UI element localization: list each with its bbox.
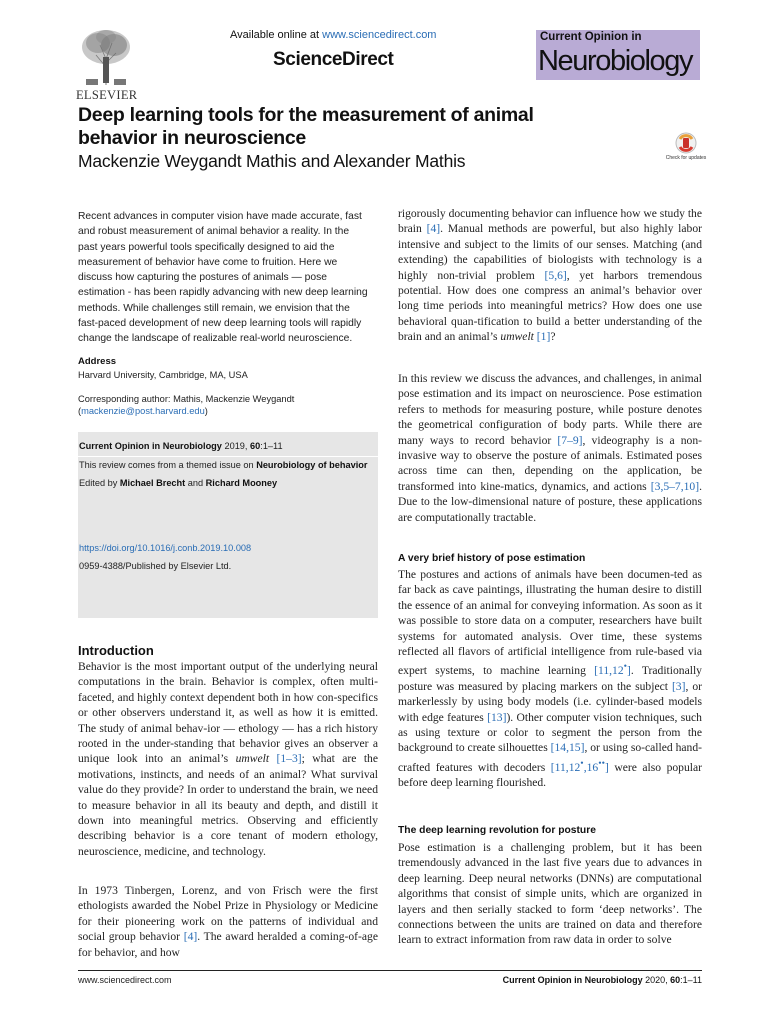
themed-issue-name: Neurobiology of behavior bbox=[256, 460, 368, 470]
corresponding-author-name: Corresponding author: Mathis, Mackenzie Weygandt bbox=[78, 394, 295, 404]
citation-line bbox=[79, 441, 283, 451]
editors-line bbox=[79, 478, 277, 488]
citation-year: 2019, bbox=[221, 441, 251, 451]
article-authors: Mackenzie Weygandt Mathis and Alexander Mathis bbox=[78, 151, 466, 171]
revolution-paragraph: Pose estimation is a challenging problem, but it has been tremendously advanced in the last five years due to advances in deep learning. Deep neural networks (DNNs) are computational algorithms that consist of simple units, which are organized in layers and then serially stacked to form ‘deep networks’. The connections between the units are trained on data and therefore learn to extract information from raw data in order to solve bbox=[398, 841, 702, 947]
footer-pages: :1–11 bbox=[680, 975, 702, 985]
info-divider bbox=[78, 456, 378, 457]
address-text: Harvard University, Cambridge, MA, USA bbox=[78, 370, 248, 380]
footer-citation bbox=[503, 975, 702, 985]
journal-banner-title: Neurobiology bbox=[538, 45, 693, 77]
footer-site-link[interactable]: www.sciencedirect.com bbox=[78, 975, 172, 985]
history-paragraph: The postures and actions of animals have been documen-ted as far back as cave paintings, illustrating the human desire to distill the essence of an animal for conveying information. As soon as it was possible to store data on a computer, researchers have built systems for automated analysis. Over time, these systems reflected all flavors of artificial intelligence from rule-based via expert systems, to machine learning [11,12•]. Traditionally posture was measured by placing markers on the subject [3], or markerlessly by using body models (i.e. cylinder-based models with edge features [13]). Other computer vision techniques, such as using texture or color to segment the person from the background to create silhouettes [14,15], or using so-called hand-crafted features with decoders [11,12•,16••] were also popular before deep learning flourished. bbox=[398, 568, 703, 789]
footer-journal: Current Opinion in Neurobiology bbox=[502, 975, 643, 985]
footer-rule bbox=[78, 970, 702, 971]
available-online-line bbox=[230, 29, 436, 41]
themed-issue-line bbox=[79, 460, 367, 470]
citation-pages: :1–11 bbox=[260, 441, 283, 451]
history-heading: A very brief history of pose estimation bbox=[398, 553, 586, 564]
editor-1: Michael Brecht bbox=[119, 478, 186, 488]
address-heading: Address bbox=[78, 356, 117, 367]
right-paragraph-2: In this review we discuss the advances, and challenges, in animal pose estimation and its impact on neuroscience. Pose estimation refers to methods for measuring posture, while posture denotes the geometrical configuration of body parts. While there are many ways to record behavior [7–9], videography is a non-invasive way to observe the posture of animals. Estimated poses across time can then, depending on the application, be transformed into kine-matics, dynamics, and actions [3,5–7,10]. Due to the low-dimensional nature of posture, these applications are computationally tractable. bbox=[398, 372, 703, 524]
corresponding-author: Corresponding author: Mathis, Mackenzie Weygandt (mackenzie@post.harvard.edu) bbox=[78, 394, 295, 417]
editors-prefix: Edited by bbox=[79, 478, 120, 488]
editor-2: Richard Mooney bbox=[205, 478, 278, 488]
citation-journal: Current Opinion in Neurobiology bbox=[79, 441, 222, 451]
article-title: Deep learning tools for the measurement of animal behavior in neuroscience bbox=[78, 104, 534, 149]
issn-line: 0959-4388/Published by Elsevier Ltd. bbox=[79, 561, 232, 571]
abstract: Recent advances in computer vision have made accurate, fast and robust measurement of animal behavior a reality. In the past years powerful tools specifically designed to aid the measurement of behavior have come to fruition. Here we discuss how capturing the postures of animals — pose estimation - has been rapidly advancing with new deep learning methods. While challenges still remain, we envision that the fast-paced development of new deep learning tools will rapidly change the landscape of realizable real-world neuroscience. bbox=[78, 211, 368, 345]
introduction-heading: Introduction bbox=[78, 643, 154, 658]
footer-volume: 60 bbox=[670, 975, 681, 985]
citation-volume: 60 bbox=[250, 441, 261, 451]
footer-year: 2020, bbox=[642, 975, 671, 985]
publisher-name: ELSEVIER bbox=[76, 88, 138, 102]
editors-and: and bbox=[185, 478, 206, 488]
right-paragraph-1: rigorously documenting behavior can influence how we study the brain [4]. Manual methods are powerful, but also highly labor intensive and subject to the limits of our senses. Matching (and extending) the capabilities of biologists with technology is a highly non-trivial problem [5,6], yet harbors tremendous potential. How does one compress an animal’s behavior over long time periods into meaningful metrics? How does one use behavioral quan-tification to build a better understanding of the brain and an animal’s umwelt [1]? bbox=[398, 207, 702, 344]
elsevier-tree-logo bbox=[78, 27, 134, 87]
revolution-heading: The deep learning revolution for posture bbox=[398, 825, 596, 836]
journal-banner-top: Current Opinion in bbox=[540, 31, 642, 43]
introduction-paragraph-2: In 1973 Tinbergen, Lorenz, and von Frisch were the first ethologists awarded the Nobel Prize in Physiology or Medicine for their pioneering work on the patterns of individual and social group behavior [4]. The award heralded a coming-of-age for behavior, and how bbox=[78, 884, 378, 959]
check-for-updates-icon[interactable] bbox=[669, 132, 703, 172]
doi-link[interactable]: https://doi.org/10.1016/j.conb.2019.10.008 bbox=[79, 543, 252, 553]
author-email-link[interactable]: mackenzie@post.harvard.edu bbox=[81, 406, 205, 417]
sciencedirect-wordmark: ScienceDirect bbox=[273, 49, 394, 70]
sciencedirect-link[interactable]: www.sciencedirect.com bbox=[322, 29, 437, 41]
introduction-paragraph-1: Behavior is the most important output of the underlying neural computations in the brain. Behavior is complex, often multi-faceted, and highly context dependent both in how con-specifics or other observers understand it, as well as how it is emitted. The study of animal behav-ior — ethology — has a rich history rooted in the under-standing that behavior gives an observer a unique look into an animal’s umwelt [1–3]; what are the motivations, instincts, and needs of an animal? What survival value do they provide? In order to understand the brain, we need to measure behavior in all its beauty and depth, and distill it down into meaningful metrics. Observing and efficiently describing behavior is a core tenant of modern ethology, neuroscience, medicine, and technology. bbox=[78, 660, 378, 858]
article-info-box bbox=[78, 432, 378, 618]
available-prefix: Available online at bbox=[230, 29, 323, 41]
check-for-updates-label[interactable]: Check for updates bbox=[665, 155, 707, 161]
themed-issue-prefix: This review comes from a themed issue on bbox=[79, 460, 257, 470]
